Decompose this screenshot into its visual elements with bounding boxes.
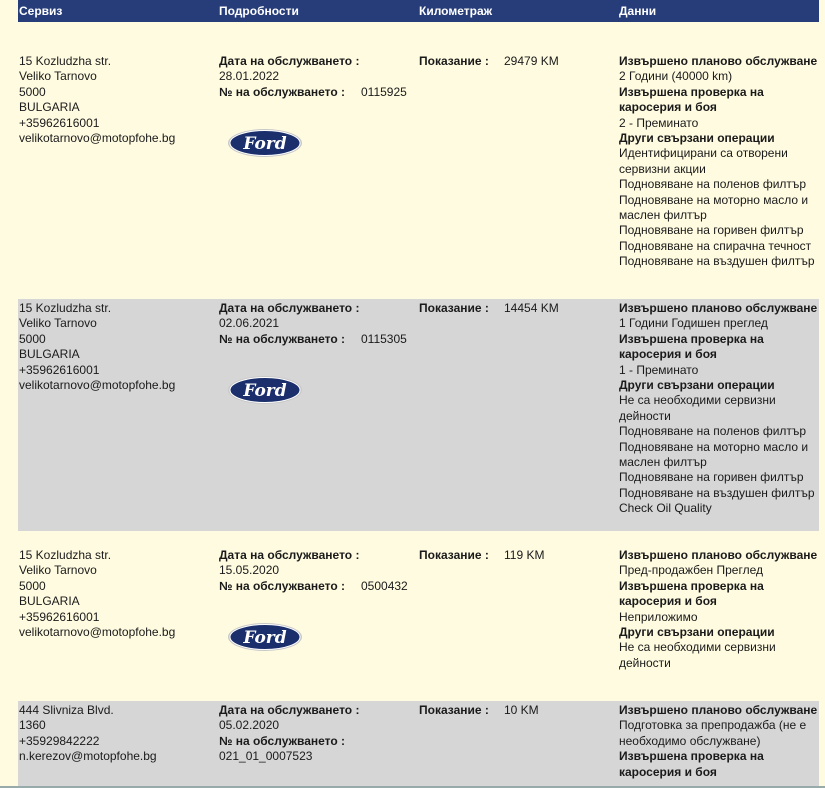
service-data: Извършено планово обслужване Подготовка за препродажба (не е необходимо обслужване) Извършена проверка на каросерия и боя	[619, 703, 818, 779]
svg-text:Ford: Ford	[243, 628, 287, 648]
service-email[interactable]: velikotarnovo@motopfohe.bg	[19, 378, 176, 393]
ford-logo-icon	[227, 128, 303, 158]
service-data: Извършено планово обслужване Пред-продажбен Преглед Извършена проверка на каросерия и боя Неприложимо Други свързани операции Не са необходими сервизни дейности	[619, 548, 818, 670]
list-item: Подновяване на горивен филтър	[619, 470, 804, 485]
table-row	[18, 548, 819, 688]
table-header	[18, 0, 819, 22]
header-service: Сервиз	[19, 4, 63, 18]
service-email[interactable]: n.kerezov@motopfohe.bg	[19, 749, 157, 764]
service-email[interactable]: velikotarnovo@motopfohe.bg	[19, 131, 176, 146]
service-data: Извършено планово обслужване 1 Години Годишен преглед Извършена проверка на каросерия и боя 1 - Преминато Други свързани операции Не са необходими сервизни дейности Подновяване на поленов филтър Подновяване на моторно масло и маслен филтър Подновяване на горивен филтър Подновяване на въздушен филтър Check Oil Quality	[619, 301, 818, 516]
header-data: Данни	[619, 4, 657, 18]
list-item: Подновяване на моторно масло и маслен филтър	[619, 439, 809, 470]
service-date: 05.02.2020	[219, 718, 280, 733]
list-item: Check Oil Quality	[619, 501, 712, 516]
service-date: 28.01.2022	[219, 69, 280, 84]
service-number: 0115305	[361, 331, 407, 346]
list-item: Не са необходими сервизни дейности	[619, 640, 776, 670]
service-email[interactable]: velikotarnovo@motopfohe.bg	[19, 625, 176, 640]
svg-text:Ford: Ford	[243, 134, 287, 154]
service-data: Извършено планово обслужване 2 Години (40000 km) Извършена проверка на каросерия и боя 2 - Преминато Други свързани операции Идентифицирани са отворени сервизни акции Подновяване на поленов филтър Подновяване на моторно масло и маслен филтър Подновяване на горивен филтър Подновяване на спирачна течност Подновяване на въздушен филтър	[619, 54, 818, 269]
list-item: Подновяване на поленов филтър	[619, 177, 807, 192]
list-item: Подновяване на спирачна течност	[619, 238, 812, 253]
service-details: Дата на обслужването : 28.01.2022 № на обслужването : 0115925	[219, 54, 414, 100]
header-details: Подробности	[219, 4, 299, 18]
list-item: Подновяване на поленов филтър	[619, 424, 807, 439]
table-row	[18, 54, 819, 296]
table-row	[18, 701, 819, 786]
service-address: 444 Slivniza Blvd. 1360 +35929842222 n.kerezov@motopfohe.bg	[19, 703, 214, 765]
service-details: Дата на обслужването : 02.06.2021 № на обслужването : 0115305	[219, 301, 414, 347]
list-item: Идентифицирани са отворени сервизни акции	[619, 146, 788, 176]
service-address: 15 Kozludzha str. Veliko Tarnovo 5000 BULGARIA +35962616001 velikotarnovo@motopfohe.bg	[19, 301, 214, 393]
list-item: Подновяване на въздушен филтър	[619, 485, 815, 500]
service-number: 0500432	[361, 578, 408, 593]
service-address: 15 Kozludzha str. Veliko Tarnovo 5000 BULGARIA +35962616001 velikotarnovo@motopfohe.bg	[19, 548, 214, 640]
mileage-reading: Показание : 10 KM	[419, 703, 539, 717]
list-item: Не са необходими сервизни дейности	[619, 393, 776, 423]
service-details: Дата на обслужването : 15.05.2020 № на обслужването : 0500432	[219, 548, 414, 594]
ford-logo-icon	[227, 622, 303, 652]
service-details: Дата на обслужването : 05.02.2020 № на обслужването : 021_01_0007523	[219, 703, 414, 765]
table-row	[18, 299, 819, 531]
ford-logo-icon	[227, 375, 303, 405]
list-item: Подновяване на моторно масло и маслен филтър	[619, 192, 809, 223]
service-address: 15 Kozludzha str. Veliko Tarnovo 5000 BULGARIA +35962616001 velikotarnovo@motopfohe.bg	[19, 54, 214, 146]
list-item: Подновяване на горивен филтър	[619, 223, 804, 238]
service-date: 15.05.2020	[219, 563, 280, 578]
svg-text:Ford: Ford	[243, 381, 287, 401]
service-date: 02.06.2021	[219, 316, 280, 331]
mileage-reading: Показание : 14454 KM	[419, 301, 559, 315]
header-mileage: Километраж	[419, 4, 493, 18]
list-item: Подновяване на въздушен филтър	[619, 254, 815, 269]
service-number: 021_01_0007523	[219, 749, 313, 764]
mileage-reading: Показание : 119 KM	[419, 548, 545, 562]
service-number: 0115925	[361, 84, 407, 99]
mileage-reading: Показание : 29479 KM	[419, 54, 559, 68]
